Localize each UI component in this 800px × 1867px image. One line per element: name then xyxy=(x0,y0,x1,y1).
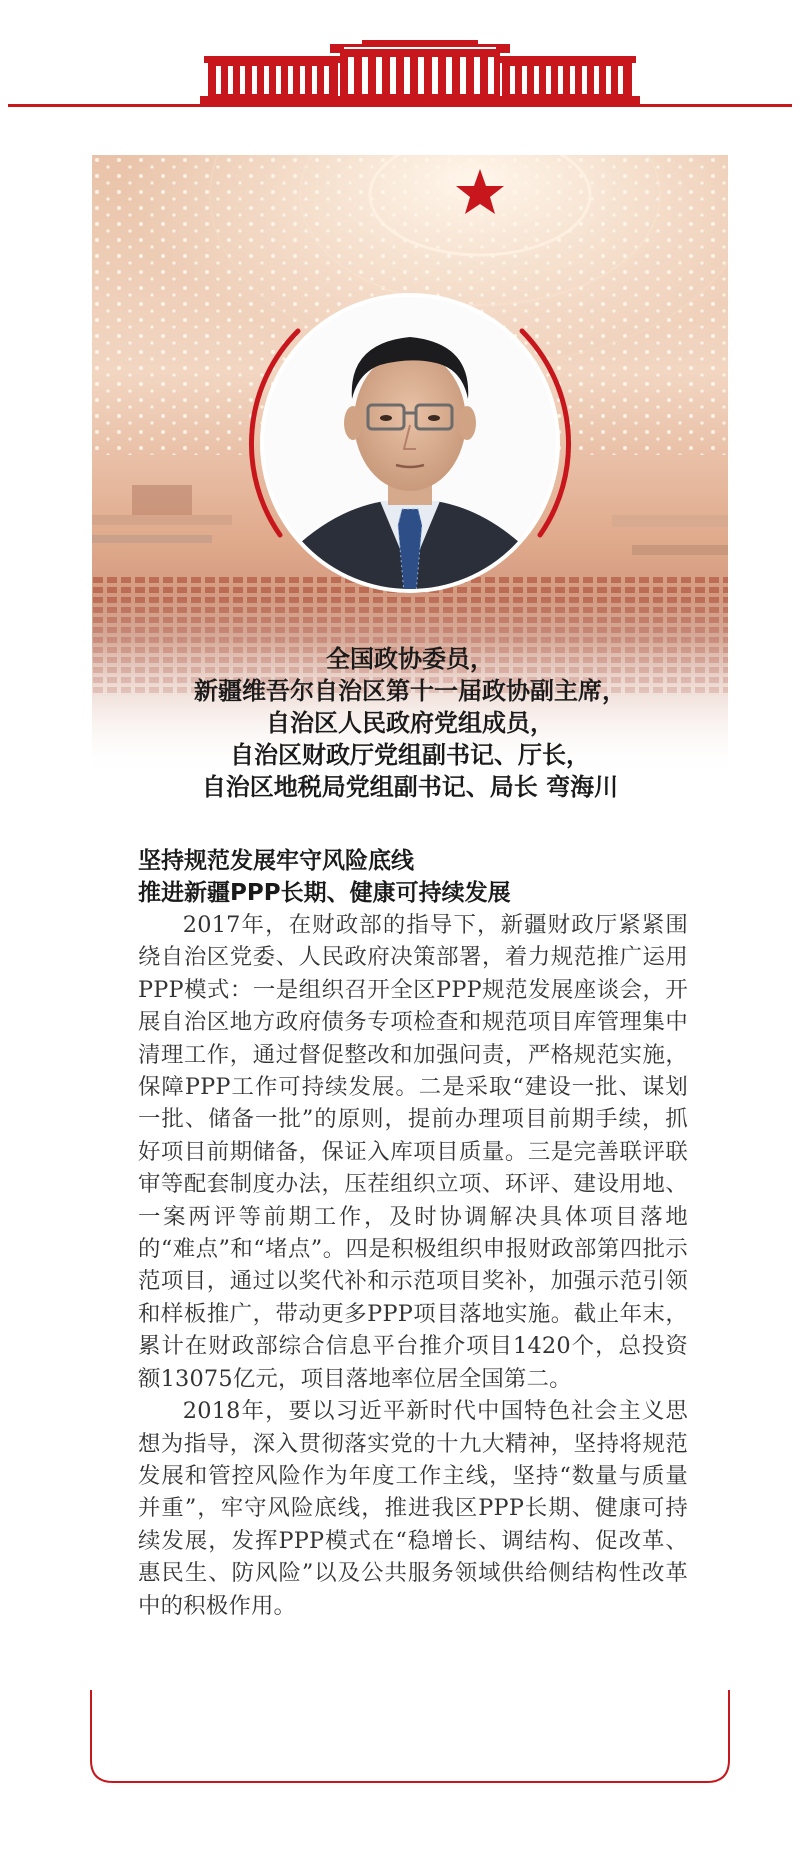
headline-line-2: 推进新疆PPP长期、健康可持续发展 xyxy=(138,880,511,906)
bottom-frame xyxy=(88,1690,732,1790)
title-line: 全国政协委员， xyxy=(326,645,494,673)
great-hall-building-icon xyxy=(0,0,800,115)
title-line: 自治区人民政府党组成员， xyxy=(266,709,554,737)
headline-line-1: 坚持规范发展牢守风险底线 xyxy=(138,848,414,874)
top-banner xyxy=(0,0,800,115)
article-paragraph: 2018年，要以习近平新时代中国特色社会主义思想为指导，深入贯彻落实党的十九大精神，坚持将规范发展和管控风险作为年度工作主线，坚持“数量与质量并重”，牢守风险底线，推进我区PPP长期、健康可持续发展，发挥PPP模式在“稳增长、调结构、促改革、惠民生、防风险”以及公共服务领域供给侧结构性改革中的积极作用。 xyxy=(138,1398,688,1619)
portrait xyxy=(240,273,580,613)
profile-card xyxy=(92,155,728,1783)
article-paragraph: 2017年，在财政部的指导下，新疆财政厅紧紧围绕自治区党委、人民政府决策部署，着力规范推广运用PPP模式：一是组织召开全区PPP规范发展座谈会，开展自治区地方政府债务专项检查和规范项目库管理集中清理工作，通过督促整改和加强问责，严格规范实施，保障PPP工作可持续发展。二是采取“建设一批、谋划一批、储备一批”的原则，提前办理项目前期手续，抓好项目前期储备，保证入库项目质量。三是完善联评联审等配套制度办法，压茬组织立项、环评、建设用地、一案两评等前期工作，及时协调解决具体项目落地的“难点”和“堵点”。四是积极组织申报财政部第四批示范项目，通过以奖代补和示范项目奖补，加强示范引领和样板推广，带动更多PPP项目落地实施。截止年末，累计在财政部综合信息平台推介项目1420个，总投资额13075亿元，项目落地率位居全国第二。 xyxy=(138,912,688,1392)
title-line: 新疆维吾尔自治区第十一届政协副主席， xyxy=(194,677,626,705)
title-line: 自治区财政厅党组副书记、厅长， xyxy=(230,741,590,769)
profile-titles xyxy=(92,643,728,803)
title-line: 自治区地税局党组副书记、局长 弯海川 xyxy=(201,773,619,801)
article xyxy=(138,845,688,1622)
